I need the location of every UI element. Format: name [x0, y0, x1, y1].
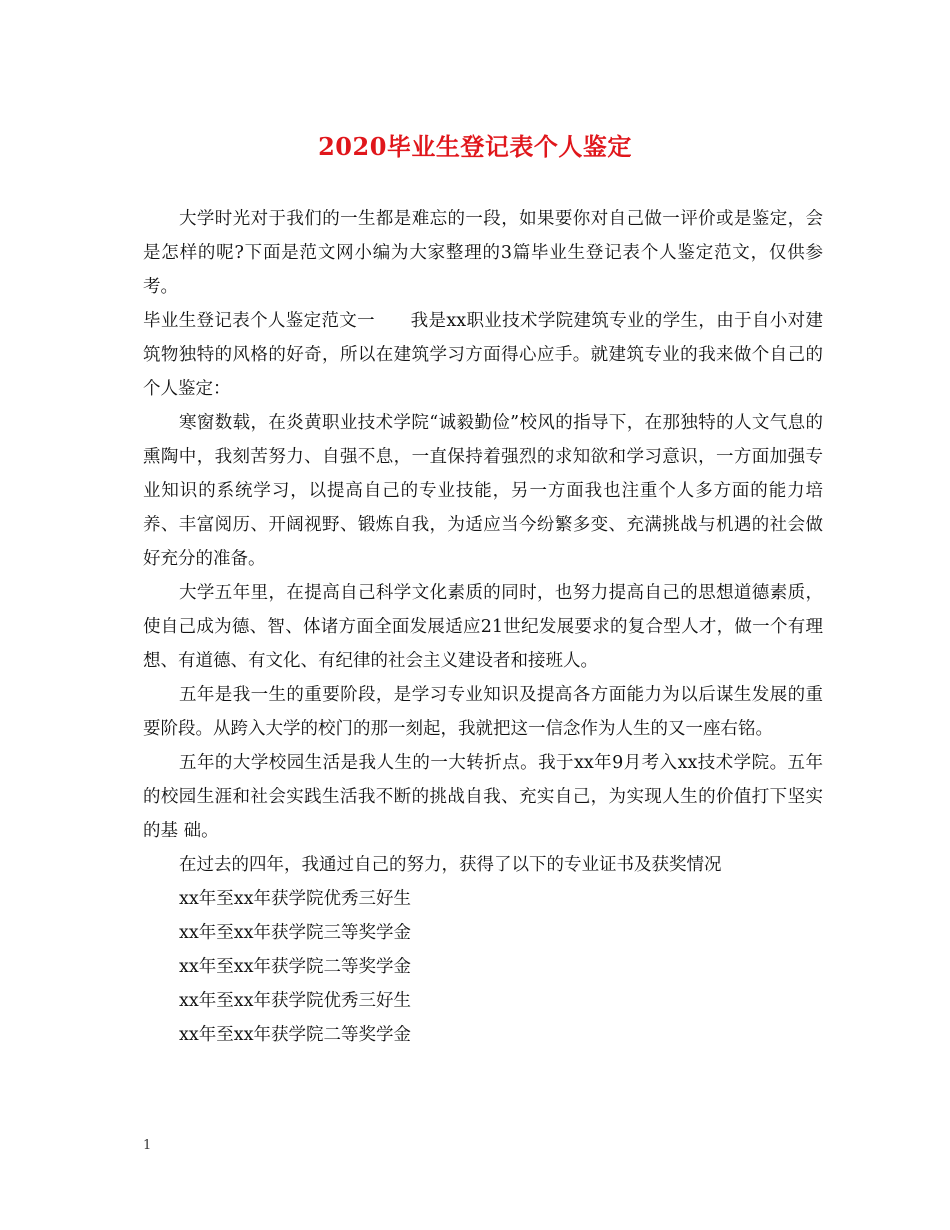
- award-item: xx年至xx年获学院优秀三好生: [179, 991, 411, 1011]
- page-number: 1: [143, 1138, 152, 1153]
- award-item: xx年至xx年获学院三等奖学金: [179, 923, 411, 943]
- paragraph-sample-one-heading: 毕业生登记表个人鉴定范文一 我是xx职业技术学院建筑专业的学生，由于自小对建筑物独特的风格的好奇，所以在建筑学习方面得心应手。就建筑专业的我来做个自己的个人鉴定：: [143, 311, 823, 399]
- paragraph-five-years: 大学五年里，在提高自己科学文化素质的同时，也努力提高自己的思想道德素质，使自己成为德、智、体诸方面全面发展适应21世纪发展要求的复合型人才，做一个有理想、有道德、有文化、有纪律的社会主义建设者和接班人。: [143, 583, 823, 671]
- paragraph-intro: 大学时光对于我们的一生都是难忘的一段，如果要你对自己做一评价或是鉴定，会是怎样的呢?下面是范文网小编为大家整理的3篇毕业生登记表个人鉴定范文，仅供参考。: [143, 209, 823, 297]
- paragraph-turning-point: 五年的大学校园生活是我人生的一大转折点。我于xx年9月考入xx技术学院。五年的校园生涯和社会实践生活我不断的挑战自我、充实自己，为实现人生的价值打下坚实的基 础。: [143, 753, 823, 841]
- award-item: xx年至xx年获学院二等奖学金: [179, 957, 411, 977]
- paragraph-important-stage: 五年是我一生的重要阶段，是学习专业知识及提高各方面能力为以后谋生发展的重要阶段。从跨入大学的校门的那一刻起，我就把这一信念作为人生的又一座右铭。: [143, 685, 823, 739]
- award-item: xx年至xx年获学院优秀三好生: [179, 889, 411, 909]
- document-title: 2020毕业生登记表个人鉴定: [318, 132, 632, 161]
- document-body: [143, 202, 823, 1052]
- award-item: xx年至xx年获学院二等奖学金: [179, 1025, 411, 1045]
- paragraph-awards-intro: 在过去的四年，我通过自己的努力，获得了以下的专业证书及获奖情况: [179, 855, 722, 875]
- paragraph-study: 寒窗数载，在炎黄职业技术学院“诚毅勤俭”校风的指导下，在那独特的人文气息的熏陶中，我刻苦努力、自强不息，一直保持着强烈的求知欲和学习意识，一方面加强专业知识的系统学习，以提高自己的专业技能，另一方面我也注重个人多方面的能力培养、丰富阅历、开阔视野、锻炼自我，为适应当今纷繁多变、充满挑战与机遇的社会做好充分的准备。: [143, 413, 823, 569]
